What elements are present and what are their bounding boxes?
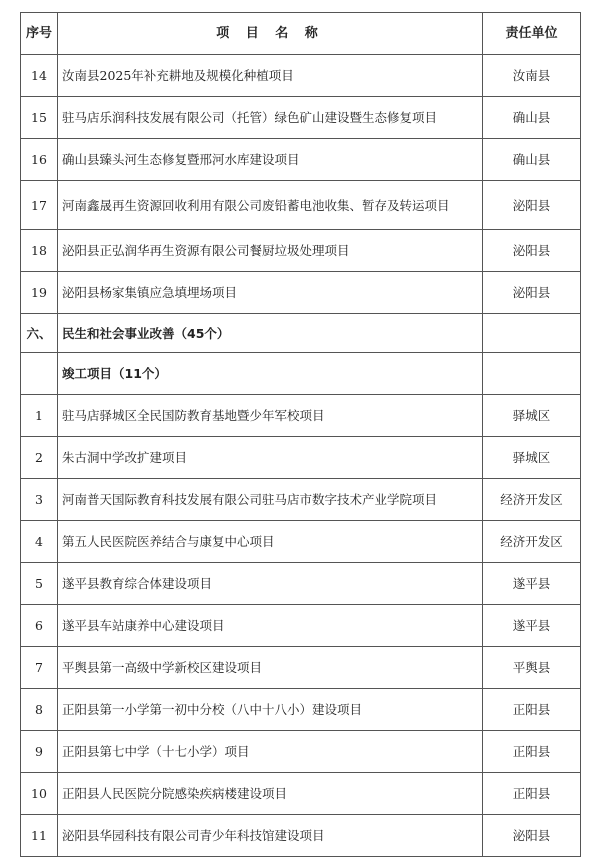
row-name: 河南鑫晟再生资源回收利用有限公司废铅蓄电池收集、暂存及转运项目 <box>58 181 483 230</box>
row-name: 遂平县教育综合体建设项目 <box>58 563 483 605</box>
row-unit: 泌阳县 <box>483 230 581 272</box>
row-unit: 确山县 <box>483 97 581 139</box>
row-no: 17 <box>21 181 58 230</box>
row-no: 9 <box>21 731 58 773</box>
row-unit: 经济开发区 <box>483 521 581 563</box>
row-no: 19 <box>21 272 58 314</box>
row-unit: 正阳县 <box>483 731 581 773</box>
header-no: 序号 <box>21 13 58 55</box>
row-no: 6 <box>21 605 58 647</box>
row-unit: 确山县 <box>483 139 581 181</box>
table-row <box>21 437 581 479</box>
row-no: 3 <box>21 479 58 521</box>
row-no: 1 <box>21 395 58 437</box>
row-unit: 平舆县 <box>483 647 581 689</box>
table-row <box>21 731 581 773</box>
row-unit: 经济开发区 <box>483 479 581 521</box>
table-row <box>21 181 581 230</box>
table-row <box>21 395 581 437</box>
table-row <box>21 605 581 647</box>
row-name: 汝南县2025年补充耕地及规模化种植项目 <box>58 55 483 97</box>
row-name: 正阳县人民医院分院感染疾病楼建设项目 <box>58 773 483 815</box>
row-unit: 泌阳县 <box>483 181 581 230</box>
table-row <box>21 55 581 97</box>
row-unit: 驿城区 <box>483 395 581 437</box>
row-no: 7 <box>21 647 58 689</box>
row-name: 驻马店乐润科技发展有限公司（托管）绿色矿山建设暨生态修复项目 <box>58 97 483 139</box>
row-name: 河南普天国际教育科技发展有限公司驻马店市数字技术产业学院项目 <box>58 479 483 521</box>
table-row <box>21 773 581 815</box>
row-unit: 泌阳县 <box>483 272 581 314</box>
row-unit: 正阳县 <box>483 689 581 731</box>
row-no: 18 <box>21 230 58 272</box>
table-row <box>21 647 581 689</box>
section-title: 民生和社会事业改善（45个） <box>58 314 483 353</box>
row-name: 泌阳县杨家集镇应急填埋场项目 <box>58 272 483 314</box>
section-no: 六、 <box>21 314 58 353</box>
row-name: 正阳县第一小学第一初中分校（八中十八小）建设项目 <box>58 689 483 731</box>
section-row <box>21 314 581 353</box>
table-row <box>21 272 581 314</box>
row-unit: 汝南县 <box>483 55 581 97</box>
row-unit: 正阳县 <box>483 773 581 815</box>
section-unit-empty <box>483 314 581 353</box>
row-unit: 遂平县 <box>483 605 581 647</box>
row-unit: 遂平县 <box>483 563 581 605</box>
row-name: 朱古洞中学改扩建项目 <box>58 437 483 479</box>
table-row <box>21 230 581 272</box>
row-no: 2 <box>21 437 58 479</box>
table-row <box>21 563 581 605</box>
table-row <box>21 815 581 857</box>
row-name: 平舆县第一高级中学新校区建设项目 <box>58 647 483 689</box>
table-row <box>21 479 581 521</box>
row-no: 5 <box>21 563 58 605</box>
row-unit: 驿城区 <box>483 437 581 479</box>
subsection-title: 竣工项目（11个） <box>58 353 483 395</box>
row-name: 遂平县车站康养中心建设项目 <box>58 605 483 647</box>
row-name: 确山县臻头河生态修复暨邢河水库建设项目 <box>58 139 483 181</box>
row-no: 10 <box>21 773 58 815</box>
row-no: 15 <box>21 97 58 139</box>
row-name: 泌阳县华园科技有限公司青少年科技馆建设项目 <box>58 815 483 857</box>
table-header-row <box>21 13 581 55</box>
subsection-row <box>21 353 581 395</box>
row-no: 14 <box>21 55 58 97</box>
row-no: 4 <box>21 521 58 563</box>
row-unit: 泌阳县 <box>483 815 581 857</box>
table-row <box>21 689 581 731</box>
subsection-unit-empty <box>483 353 581 395</box>
row-no: 8 <box>21 689 58 731</box>
row-name: 正阳县第七中学（十七小学）项目 <box>58 731 483 773</box>
table-row <box>21 97 581 139</box>
row-no: 16 <box>21 139 58 181</box>
row-name: 泌阳县正弘润华再生资源有限公司餐厨垃圾处理项目 <box>58 230 483 272</box>
row-no: 11 <box>21 815 58 857</box>
row-name: 驻马店驿城区全民国防教育基地暨少年军校项目 <box>58 395 483 437</box>
table-row <box>21 139 581 181</box>
header-unit: 责任单位 <box>483 13 581 55</box>
header-name: 项 目 名 称 <box>58 13 483 55</box>
project-table <box>20 12 581 857</box>
table-row <box>21 521 581 563</box>
row-name: 第五人民医院医养结合与康复中心项目 <box>58 521 483 563</box>
subsection-no-empty <box>21 353 58 395</box>
